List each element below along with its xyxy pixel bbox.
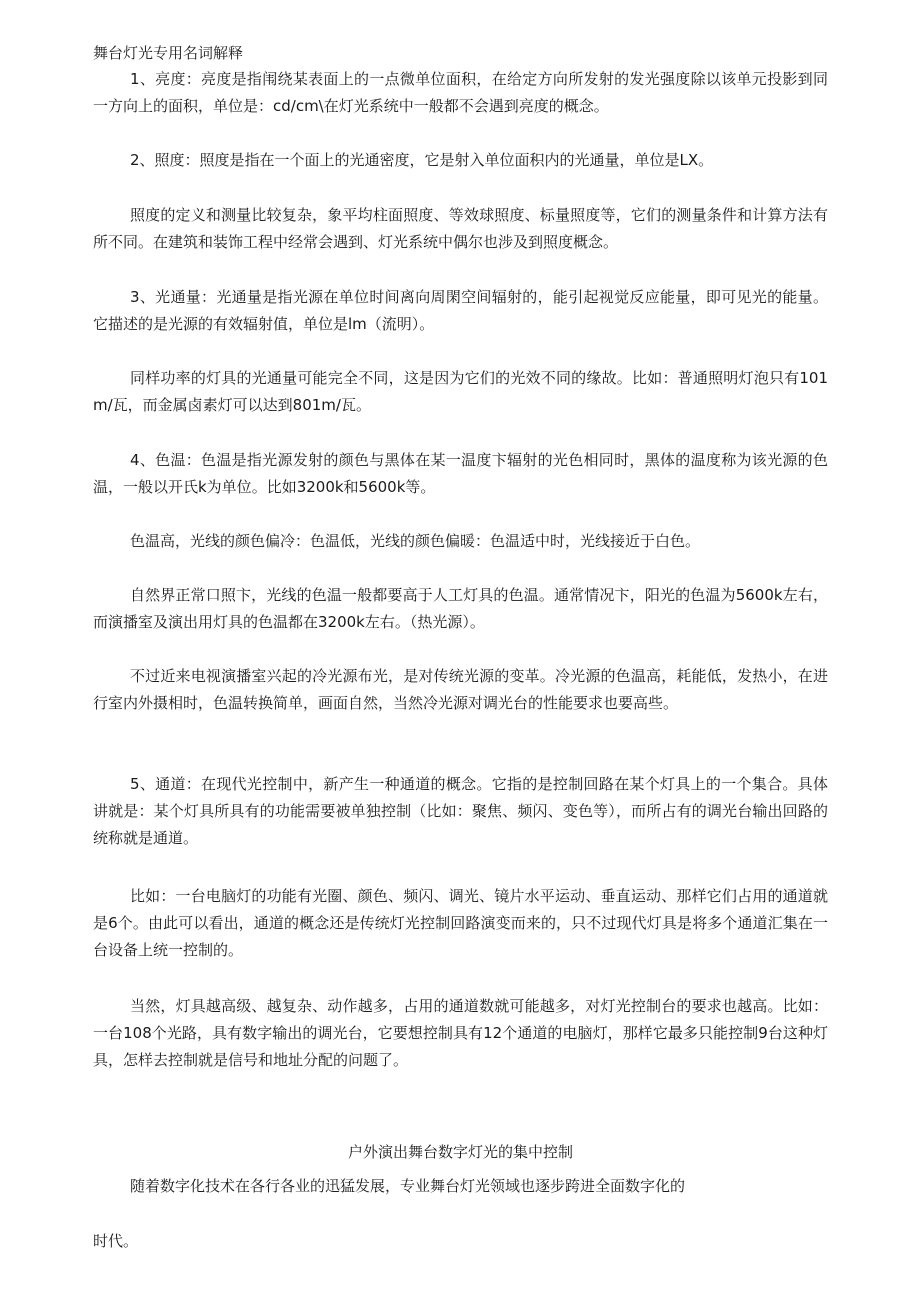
paragraph-cold-light: 不过近来电视演播室兴起的冷光源布光，是对传统光源的变革。冷光源的色温高，耗能低，发热小，在进行室内外摄相时，色温转换简单，画面自然，当然冷光源对调光台的性能要求也要高些。 [93,667,828,712]
paragraph-illuminance-detail: 照度的定义和测量比较复杂，象平均柱面照度、等效球照度、标量照度等，它们的测量条件和计算方法有所不同。在建筑和装饰工程中经常会遇到、灯光系统中偶尔也涉及到照度概念。 [93,206,828,251]
document-title: 舞台灯光专用名词解释 [93,44,244,62]
paragraph-channel-control: 当然，灯具越高级、越复杂、动作越多，占用的通道数就可能越多，对灯光控制台的要求也越高。比如：一台108个光路，具有数字输出的调光台，它要想控制具有12个通道的电脑灯，那样它最多只能控制9台这种灯具，怎样去控制就是信号和地址分配的问题了。 [93,997,828,1069]
paragraph-luminous-flux: 3、光通量：光通量是指光源在单位时间离向周閑空间辐射的，能引起视觉反应能量，即可见光的能量。它描述的是光源的有效辐射值，单位是lm（流明）。 [93,288,828,333]
section-paragraph: 随着数字化技术在各行各业的迅猛发展，专业舞台灯光领域也逐步跨进全面数字化的 [130,1177,686,1195]
paragraph-channel: 5、通道：在现代光控制中，新产生一种通道的概念。它指的是控制回路在某个灯具上的一个集合。具体讲就是：某个灯具所具有的功能需要被单独控制（比如：聚焦、频闪、变色等），而所占有的调光台输出回路的统称就是通道。 [93,775,828,847]
paragraph-color-temperature: 4、色温：色温是指光源发射的颜色与黑体在某一温度卞辐射的光色相同时，黑体的温度称为该光源的色温，一般以开氏k为单位。比如3200k和5600k等。 [93,451,828,496]
section-title: 户外演出舞台数字灯光的集中控制 [347,1143,573,1161]
paragraph-luminous-flux-detail: 同样功率的灯具的光通量可能完全不同，这是因为它们的光效不同的缘故。比如：普通照明灯泡只有101m/瓦，而金属卤素灯可以达到801m/瓦。 [93,369,828,414]
paragraph-color-temperature-tone: 色温高，光线的颜色偏冷：色温低，光线的颜色偏暖：色温适中时，光线接近于白色。 [130,532,701,550]
paragraph-natural-light: 自然界正常口照卞，光线的色温一般都要高于人工灯具的色温。通常情况卞，阳光的色温为5600k左右，而演播室及演出用灯具的色温都在3200k左右。（热光源）。 [93,586,828,631]
section-paragraph-tail: 时代。 [93,1232,139,1250]
paragraph-channel-example: 比如：一台电脑灯的功能有光圈、颜色、频闪、调光、镜片水平运动、垂直运动、那样它们占用的通道就是6个。由此可以看出，通道的概念还是传统灯光控制回路演变而来的，只不过现代灯具是将多个通道汇集在一台设备上统一控制的。 [93,887,828,959]
paragraph-brightness: 1、亮度：亮度是指闱绕某表面上的一点微单位面积，在给定方向所发射的发光强度除以该单元投影到同一方向上的面积，单位是：cd/cm\在灯光系统中一般都不会遇到亮度的概念。 [93,70,828,115]
paragraph-illuminance: 2、照度：照度是指在一个面上的光通密度，它是射入单位面积内的光通量，单位是LX。 [130,151,714,169]
